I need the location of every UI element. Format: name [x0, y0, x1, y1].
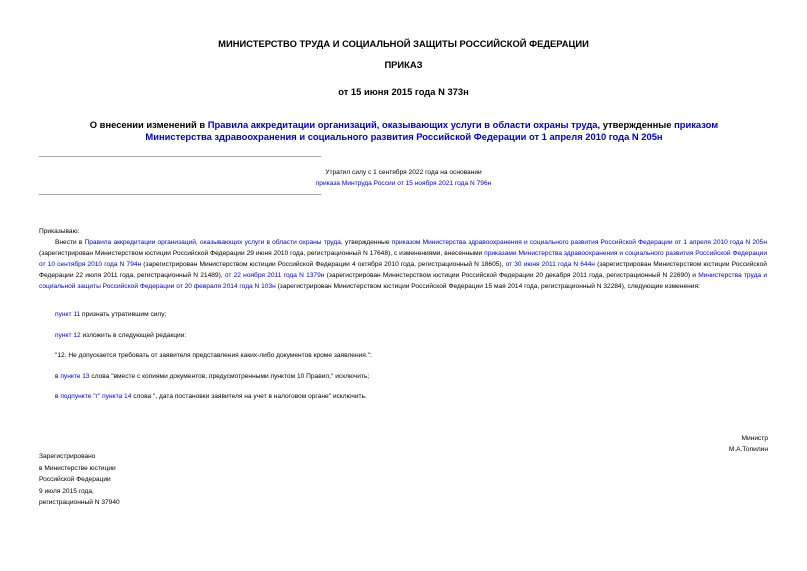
- body-text: , утвержденные: [340, 239, 392, 246]
- title-link-rules[interactable]: Правила аккредитации организаций, оказывающих услуги в области охраны труда: [207, 119, 598, 130]
- link-point-13[interactable]: пункте 13: [60, 373, 90, 380]
- body-text: (зарегистрирован Министерством юстиции Российской Федерации 4 октября 2010 года, регистрационный N 18605),: [141, 261, 506, 268]
- amendment-text: слова "вместе с копиями документов, предусмотренными пунктом 10 Правил," исключить;: [89, 373, 370, 380]
- body-intro: Приказываю:: [39, 228, 80, 235]
- amendment-text: слова ", дата постановки заявителя на учет в налоговом органе" исключить.: [131, 393, 367, 400]
- divider-top: [39, 156, 321, 157]
- amendment-text: "12. Не допускается требовать от заявителя представления каких-либо документов кроме заявления.";: [55, 352, 372, 359]
- link-subpoint-g-point-14[interactable]: подпункте "г" пункта 14: [60, 393, 132, 400]
- amendment-text: в: [55, 393, 61, 400]
- body-link-order-644n[interactable]: от 30 июня 2011 года N 644н: [505, 261, 595, 268]
- signature-block: [729, 433, 768, 455]
- order-date-number: от 15 июня 2015 года N 373н: [338, 86, 469, 97]
- body-text: (зарегистрирован Министерством юстиции Российской Федерации 20 декабря 2011 года, регистрационный N 22690) и: [324, 272, 699, 279]
- title-text-1: О внесении изменений в: [89, 119, 208, 130]
- order-title: [60, 119, 748, 143]
- amendment-item-2: [55, 331, 755, 341]
- doc-type-heading: ПРИКАЗ: [384, 59, 423, 70]
- amendment-item-4: [55, 372, 755, 382]
- body-main-paragraph: [39, 237, 767, 292]
- divider-bottom: [39, 194, 321, 195]
- title-text-2: , утвержденные: [597, 119, 675, 130]
- body-link-rules[interactable]: Правила аккредитации организаций, оказывающих услуги в области охраны труда: [84, 239, 341, 246]
- link-point-12[interactable]: пункт 12: [55, 332, 81, 339]
- signature-name: М.А.Топилин: [728, 446, 768, 453]
- amendment-text: признать утратившим силу;: [80, 311, 167, 318]
- repeal-notice-link[interactable]: приказа Минтруда России от 15 ноября 2021 года N 796н: [315, 180, 492, 187]
- repeal-notice: [0, 167, 807, 189]
- amendment-item-1: [55, 310, 755, 320]
- signature-position: Министр: [741, 435, 768, 442]
- body-text: (зарегистрирован Министерством юстиции Российской Федерации 15 мая 2014 года, регистрационный N 32284), следующие изменения:: [275, 283, 700, 290]
- repeal-notice-text: Утратил силу с 1 сентября 2022 года на основании: [325, 169, 482, 176]
- amendment-text: в: [55, 373, 61, 380]
- amendment-text: изложить в следующей редакции:: [80, 332, 187, 339]
- registration-line: регистрационный N 37940: [39, 499, 120, 506]
- body-link-order-1379n[interactable]: от 22 ноября 2011 года N 1379н: [224, 272, 325, 279]
- registration-line: Зарегистрировано: [39, 453, 96, 460]
- body-link-order-794n[interactable]: приказами Министерства здравоохранения и социального развития Российской Федерации от 10 сентября 2010 года N 794н: [39, 250, 768, 268]
- amendment-item-5: [55, 392, 755, 402]
- link-point-11[interactable]: пункт 11: [55, 311, 81, 318]
- registration-line: в Министерстве юстиции: [39, 464, 116, 472]
- body-text: (зарегистрирован Министерством юстиции Российской Федерации 29 июня 2010 года, регистрационный N 17648), с изменениями, внесенными: [39, 250, 485, 257]
- body-text: Внести в: [55, 239, 85, 246]
- amendment-item-3: [55, 351, 755, 361]
- ministry-heading: МИНИСТЕРСТВО ТРУДА И СОЦИАЛЬНОЙ ЗАЩИТЫ РОССИЙСКОЙ ФЕДЕРАЦИИ: [218, 38, 589, 49]
- body-link-order-205n[interactable]: приказом Министерства здравоохранения и социального развития Российской Федерации от 1 апреля 2010 года N 205н: [391, 239, 767, 246]
- body-link-order-103n[interactable]: Министерства труда и социальной защиты Российской Федерации от 20 февраля 2014 года N 103н: [39, 272, 768, 290]
- registration-block: [39, 451, 120, 509]
- registration-line: 9 июля 2015 года,: [39, 487, 94, 495]
- body-text: (зарегистрирован Министерством юстиции Российской Федерации 22 июля 2011 года, регистрационный N 21489),: [39, 261, 767, 279]
- title-link-order-205n[interactable]: приказом Министерства здравоохранения и социального развития Российской Федерации от 1 апреля 2010 года N 205н: [145, 119, 719, 142]
- registration-line: Российской Федерации: [39, 476, 111, 483]
